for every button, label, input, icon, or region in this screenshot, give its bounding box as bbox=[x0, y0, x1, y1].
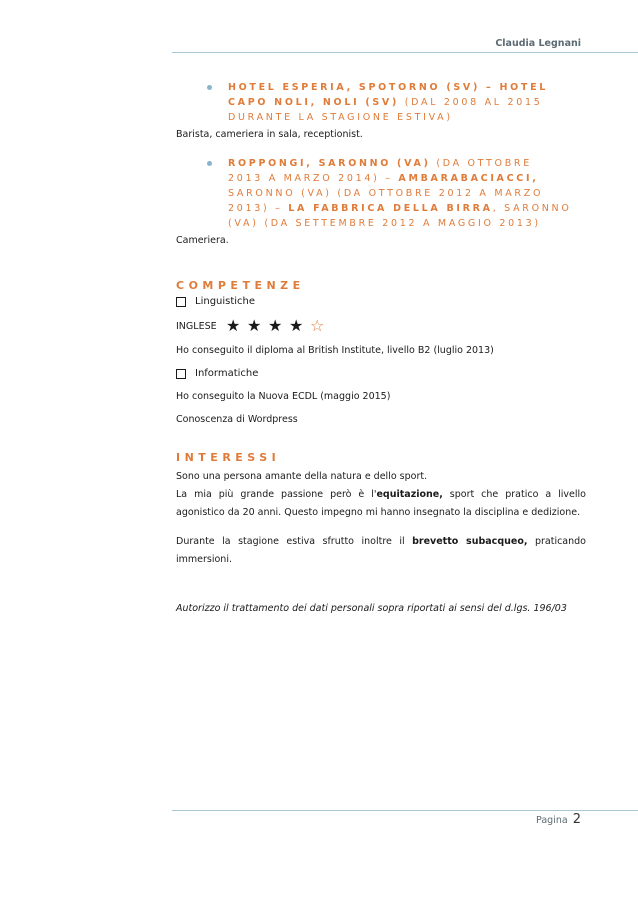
title-part: , SARONNO (VA) (DA SETTEMBRE 2012 A MAGGIO 2013) bbox=[228, 203, 572, 229]
page-number-value: 2 bbox=[572, 812, 581, 827]
bullet-icon bbox=[207, 85, 212, 90]
page-label: Pagina bbox=[536, 815, 568, 826]
linguistiche-label: Linguistiche bbox=[195, 296, 256, 307]
interessi-paragraph-2 bbox=[176, 486, 586, 522]
experience-description-2: Cameriera. bbox=[176, 235, 229, 246]
experience-title-1 bbox=[228, 80, 572, 125]
experience-item-1 bbox=[176, 80, 572, 125]
interessi-line-1: Sono una persona amante della natura e dello sport. bbox=[176, 471, 428, 482]
star-full-icon: ★ bbox=[267, 316, 283, 335]
title-part: AMBARABACIACCI, bbox=[398, 173, 539, 184]
bullet-icon bbox=[207, 161, 212, 166]
informatiche-row bbox=[176, 368, 586, 379]
language-rating-row bbox=[176, 316, 586, 335]
text-run-bold: equitazione, bbox=[376, 489, 443, 500]
star-full-icon: ★ bbox=[246, 316, 262, 335]
page-number bbox=[536, 812, 581, 827]
experience-title-2 bbox=[228, 156, 572, 231]
header-rule bbox=[172, 52, 638, 53]
header-name: Claudia Legnani bbox=[495, 38, 581, 49]
checkbox-icon bbox=[176, 369, 186, 379]
ecdl-text: Ho conseguito la Nuova ECDL (maggio 2015) bbox=[176, 391, 391, 402]
wordpress-text: Conoscenza di Wordpress bbox=[176, 414, 298, 425]
privacy-note: Autorizzo il trattamento dei dati personali sopra riportati ai sensi del d.lgs. 196/03 bbox=[176, 603, 567, 614]
section-title-interessi: INTERESSI bbox=[176, 451, 281, 464]
title-part: (DAL 2008 AL 2015 DURANTE LA STAGIONE ESTIVA) bbox=[228, 97, 543, 123]
checkbox-icon bbox=[176, 297, 186, 307]
interessi-paragraph-3 bbox=[176, 533, 586, 569]
star-full-icon: ★ bbox=[288, 316, 304, 335]
language-name: INGLESE bbox=[176, 320, 217, 332]
footer-rule bbox=[172, 810, 638, 811]
star-half-icon: ☆ bbox=[309, 316, 325, 335]
text-run: praticando immersioni. bbox=[176, 536, 586, 565]
text-run-bold: brevetto subacqueo, bbox=[412, 536, 528, 547]
title-part: ROPPONGI, SARONNO (VA) bbox=[228, 158, 431, 169]
text-run: Durante la stagione estiva sfrutto inoltre il bbox=[176, 536, 413, 547]
experience-description-1: Barista, cameriera in sala, receptionist. bbox=[176, 129, 363, 140]
informatiche-label: Informatiche bbox=[195, 368, 259, 379]
text-run: sport che pratico a livello agonistico da 20 anni. Questo impegno mi hanno insegnato la disciplina e dedizione. bbox=[176, 489, 586, 518]
title-part: HOTEL ESPERIA, SPOTORNO (SV) – HOTEL CAPO NOLI, NOLI (SV) bbox=[228, 82, 549, 108]
rating-stars bbox=[223, 316, 328, 335]
experience-item-2 bbox=[176, 156, 572, 231]
text-run: La mia più grande passione però è l' bbox=[176, 489, 377, 500]
star-full-icon: ★ bbox=[225, 316, 241, 335]
page-content bbox=[176, 80, 586, 614]
section-title-competenze: COMPETENZE bbox=[176, 279, 305, 292]
linguistiche-row bbox=[176, 296, 586, 307]
title-part: SARONNO (VA) (DA OTTOBRE 2012 A MARZO 2013) – bbox=[228, 188, 544, 214]
diploma-text: Ho conseguito il diploma al British Institute, livello B2 (luglio 2013) bbox=[176, 345, 494, 356]
title-part: LA FABBRICA DELLA BIRRA bbox=[288, 203, 493, 214]
title-part: (DA OTTOBRE 2013 A MARZO 2014) – bbox=[228, 158, 532, 184]
